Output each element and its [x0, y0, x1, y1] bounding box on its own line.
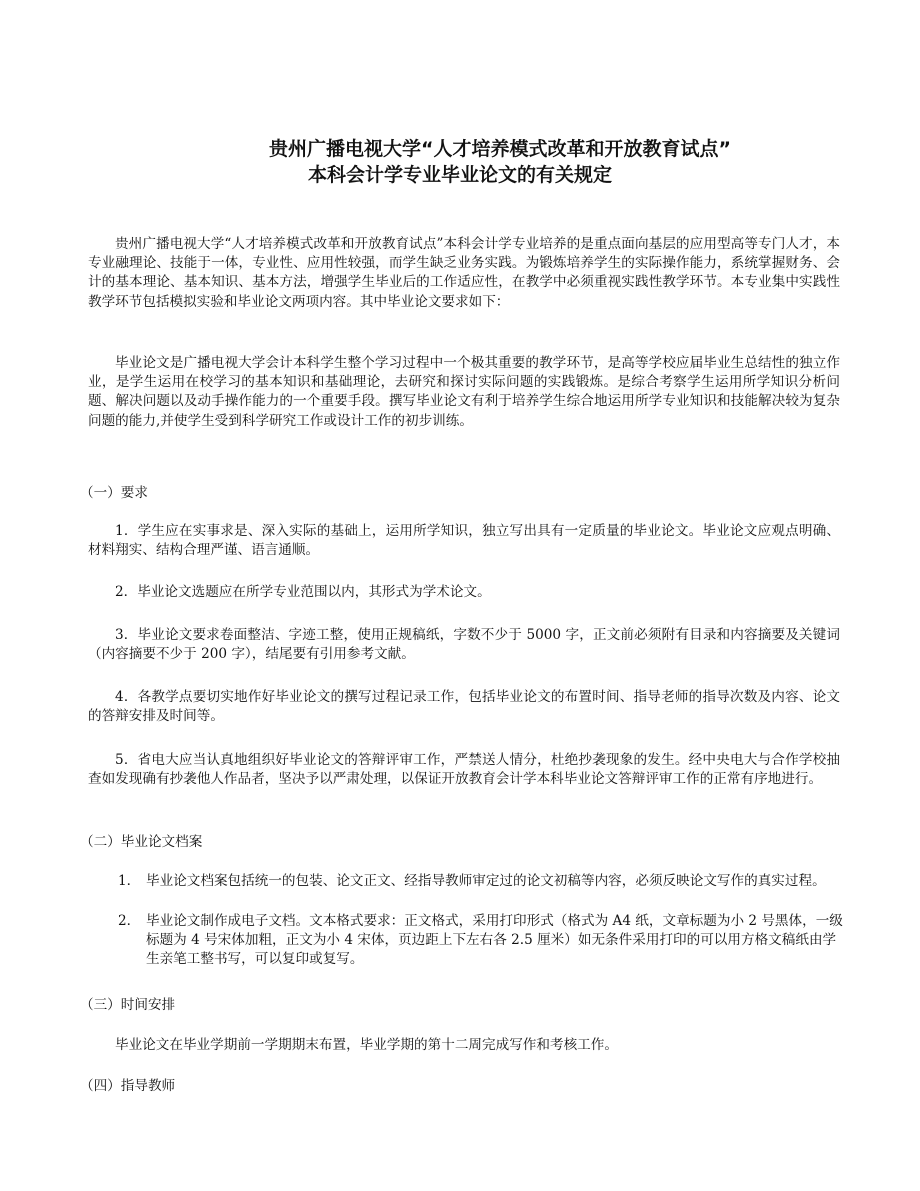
requirement-item-4: 4．各教学点要切实地作好毕业论文的撰写过程记录工作，包括毕业论文的布置时间、指导老师的指导次数及内容、论文的答辩安排及时间等。 [88, 689, 840, 725]
archive-item-2-text: 毕业论文制作成电子文档。文本格式要求：正文格式，采用打印形式（格式为 A4 纸，文章标题为小 2 号黑体，一级标题为 4 号宋体加粗，正文为小 4 宋体，页边距上下左右各 2.5 厘米）如无条件采用打印的可以用方格文稿纸由学生亲笔工整书写，可以复印或复写。 [146, 913, 843, 968]
section-heading-archive: （二）毕业论文档案 [80, 834, 203, 850]
intro-paragraph-1: 贵州广播电视大学“人才培养模式改革和开放教育试点”本科会计学专业培养的是重点面向基层的应用型高等专门人才，本专业融理论、技能于一体，专业性、应用性较强，而学生缺乏业务实践。为锻炼培养学生的实际操作能力，系统掌握财务、会计的基本理论、基本知识、基本方法，增强学生毕业后的工作适应性，在教学中必须重视实践性教学环节。本专业集中实践性教学环节包括模拟实验和毕业论文两项内容。其中毕业论文要求如下： [88, 236, 840, 310]
section-heading-advisors: （四）指导教师 [80, 1078, 176, 1094]
requirement-item-3: 3．毕业论文要求卷面整洁、字迹工整，使用正规稿纸，字数不少于 5000 字，正文前必须附有目录和内容摘要及关键词（内容摘要不少于 200 字），结尾要有引用参考文献。 [88, 627, 840, 663]
archive-item-1-text: 毕业论文档案包括统一的包装、论文正文、经指导教师审定过的论文初稿等内容，必须反映论文写作的真实过程。 [146, 873, 826, 889]
archive-item-1 [118, 872, 846, 891]
title-line-2: 本科会计学专业毕业论文的有关规定 [307, 164, 612, 186]
requirement-item-5: 5．省电大应当认真地组织好毕业论文的答辩评审工作，严禁送人情分，杜绝抄袭现象的发生。经中央电大与合作学校抽查如发现确有抄袭他人作品者，坚决予以严肃处理，以保证开放教育会计学本科毕业论文答辩评审工作的正常有序地进行。 [88, 752, 840, 788]
requirement-item-1: 1．学生应在实事求是、深入实际的基础上，运用所学知识，独立写出具有一定质量的毕业论文。毕业论文应观点明确、材料翔实、结构合理严谨、语言通顺。 [88, 523, 840, 559]
section-heading-requirements: （一）要求 [80, 485, 148, 501]
requirement-item-2: 2．毕业论文选题应在所学专业范围以内，其形式为学术论文。 [115, 584, 491, 600]
schedule-text: 毕业论文在毕业学期前一学期期末布置，毕业学期的第十二周完成写作和考核工作。 [115, 1037, 618, 1053]
intro-paragraph-2: 毕业论文是广播电视大学会计本科学生整个学习过程中一个极其重要的教学环节，是高等学校应届毕业生总结性的独立作业，是学生运用在校学习的基本知识和基础理论，去研究和探讨实际问题的实践锻炼。是综合考察学生运用所学知识分析问题、解决问题以及动手操作能力的一个重要手段。撰写毕业论文有利于培养学生综合地运用所学专业知识和技能解决较为复杂问题的能力,并使学生受到科学研究工作或设计工作的初步训练。 [88, 355, 840, 429]
archive-item-2 [118, 912, 846, 970]
title-line-1: 贵州广播电视大学“人才培养模式改革和开放教育试点” [269, 138, 731, 160]
archive-item-1-number: 1． [118, 873, 141, 889]
section-heading-schedule: （三）时间安排 [80, 997, 176, 1013]
archive-item-2-number: 2． [118, 913, 141, 929]
